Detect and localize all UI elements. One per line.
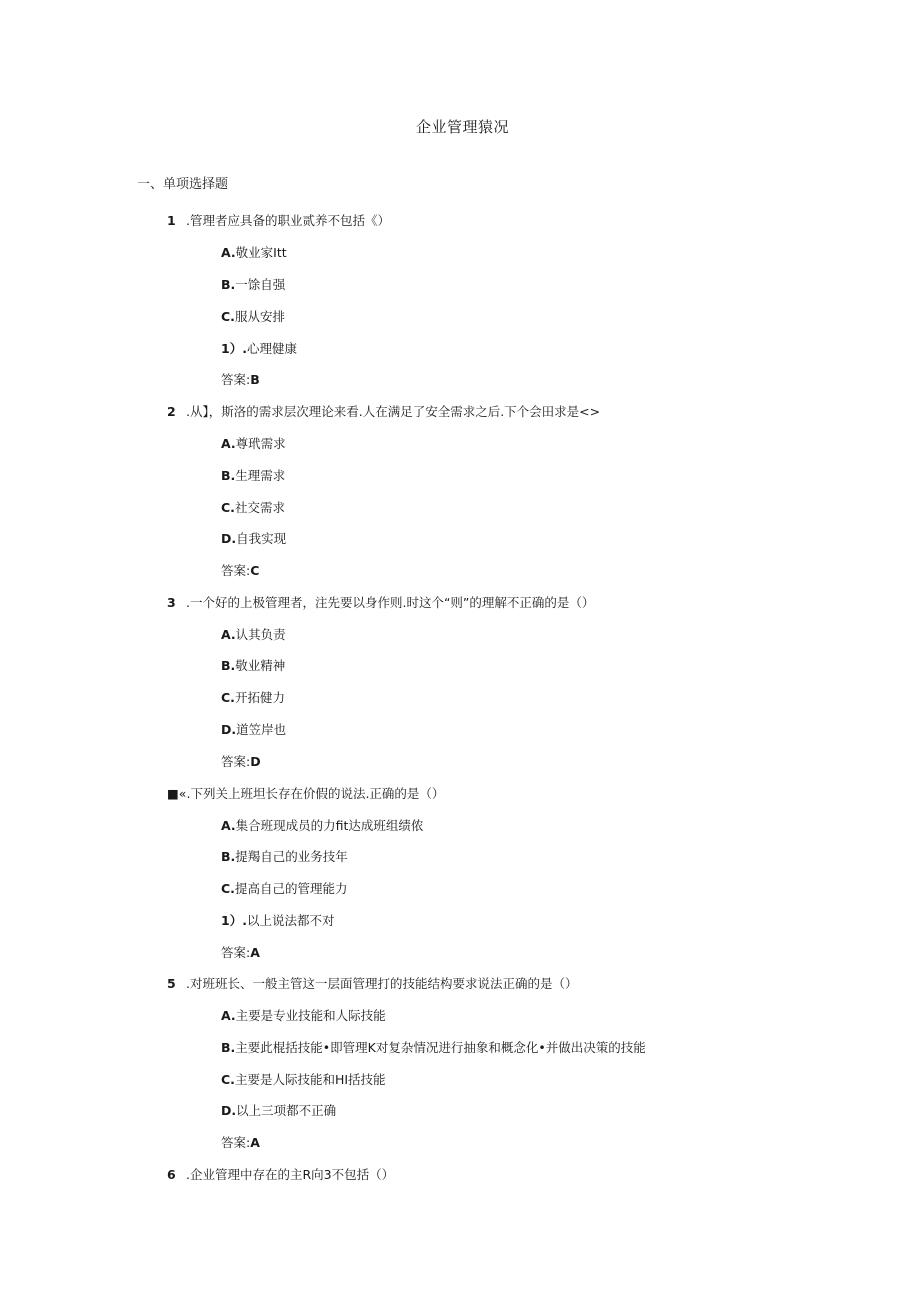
answer [221, 371, 260, 389]
answer [221, 753, 261, 771]
answer-label: 答案: [221, 945, 251, 960]
option-text: 主要是人际技能和HI括技能 [234, 1072, 386, 1087]
option-key: A. [221, 245, 236, 260]
option-a [221, 435, 286, 453]
answer-label: 答案: [221, 563, 251, 578]
question-line [167, 785, 444, 803]
answer-value: A [250, 945, 260, 960]
option-d [221, 340, 297, 358]
option-key: A. [221, 1008, 236, 1023]
option-text: 认其负责 [235, 627, 286, 642]
answer-value: A [250, 1135, 260, 1150]
option-text: 提羯自己的业务技年 [235, 849, 348, 864]
option-text: 敬业家Itt [235, 245, 287, 260]
option-text: 道笠岸也 [236, 722, 287, 737]
option-text: 自我实现 [236, 531, 287, 546]
option-key: C. [221, 881, 235, 896]
option-text: 主要是专业技能和人际技能 [235, 1008, 386, 1023]
option-d [221, 912, 334, 930]
question-text: .下列关上班坦长存在价假的说法.正确的是（） [186, 786, 445, 801]
option-text: 以上说法都不对 [246, 913, 335, 928]
answer [221, 562, 259, 580]
question-text: .管理者应具备的职业贰养不包括《） [186, 213, 390, 228]
question-text: .一个好的上极管理者，注先要以身作则.时这个“则”的理解不正确的是（） [186, 595, 595, 610]
option-b [221, 1039, 646, 1057]
answer-value: C [250, 563, 260, 578]
option-c [221, 689, 285, 707]
option-key: A. [221, 436, 236, 451]
option-key: A. [221, 818, 236, 833]
option-b [221, 467, 285, 485]
option-text: 心理健康 [246, 341, 297, 356]
answer-value: B [250, 372, 260, 387]
option-text: 服从安排 [234, 309, 285, 324]
document-title: 企业管理猿况 [415, 118, 509, 136]
option-key: A. [221, 627, 236, 642]
option-key: B. [221, 1040, 236, 1055]
question-text: .企业管理中存在的主R向3不包括（） [186, 1167, 395, 1182]
option-text: 主要此棍括技能•即管理K对复杂情况进行抽象和概念化•并做出决策的技能 [235, 1040, 646, 1055]
option-key: B. [221, 849, 236, 864]
option-key: D. [221, 1103, 237, 1118]
option-key: 1）. [221, 341, 247, 356]
question-number: 1 [167, 213, 176, 228]
option-d [221, 721, 286, 739]
question-number: 5 [167, 976, 176, 991]
option-text: 尊玳需求 [235, 436, 286, 451]
section-heading: 一、单项选择题 [137, 177, 229, 192]
option-c [221, 1071, 386, 1089]
option-text: 集合班现成员的力fit达成班组绩侬 [235, 818, 424, 833]
option-text: 一馀自强 [235, 277, 286, 292]
option-a [221, 626, 286, 644]
question-number: 2 [167, 404, 176, 419]
answer-value: D [250, 754, 261, 769]
question-text: .对班班长、一般主管这一层面管理打的技能结构要求说法正确的是（） [186, 976, 578, 991]
option-text: 提高自己的管理能力 [234, 881, 348, 896]
option-key: B. [221, 658, 236, 673]
option-a [221, 244, 287, 262]
option-c [221, 308, 285, 326]
option-a [221, 1007, 386, 1025]
option-key: C. [221, 1072, 235, 1087]
answer-label: 答案: [221, 372, 251, 387]
question-number: 6 [167, 1167, 176, 1182]
option-text: 敬业精神 [235, 658, 286, 673]
answer-label: 答案: [221, 1135, 251, 1150]
option-key: C. [221, 690, 235, 705]
option-b [221, 276, 285, 294]
option-key: B. [221, 468, 236, 483]
option-text: 社交需求 [234, 500, 285, 515]
option-b [221, 848, 348, 866]
option-b [221, 657, 285, 675]
option-key: B. [221, 277, 236, 292]
option-key: C. [221, 500, 235, 515]
option-a [221, 817, 423, 835]
option-c [221, 499, 285, 517]
option-text: 生理需求 [235, 468, 286, 483]
answer [221, 1134, 260, 1152]
option-text: 开拓健力 [234, 690, 285, 705]
question-text: .从】，斯洛的需求层次理论来看.人在满足了安全需求之后.下个会田求是<> [186, 404, 601, 419]
option-text: 以上三项都不正确 [236, 1103, 337, 1118]
option-d [221, 530, 286, 548]
option-d [221, 1102, 336, 1120]
question-number: ■« [167, 786, 187, 801]
answer-label: 答案: [221, 754, 251, 769]
option-key: D. [221, 722, 237, 737]
option-c [221, 880, 347, 898]
option-key: 1）. [221, 913, 247, 928]
option-key: D. [221, 531, 237, 546]
answer [221, 944, 260, 962]
question-number: 3 [167, 595, 176, 610]
option-key: C. [221, 309, 235, 324]
